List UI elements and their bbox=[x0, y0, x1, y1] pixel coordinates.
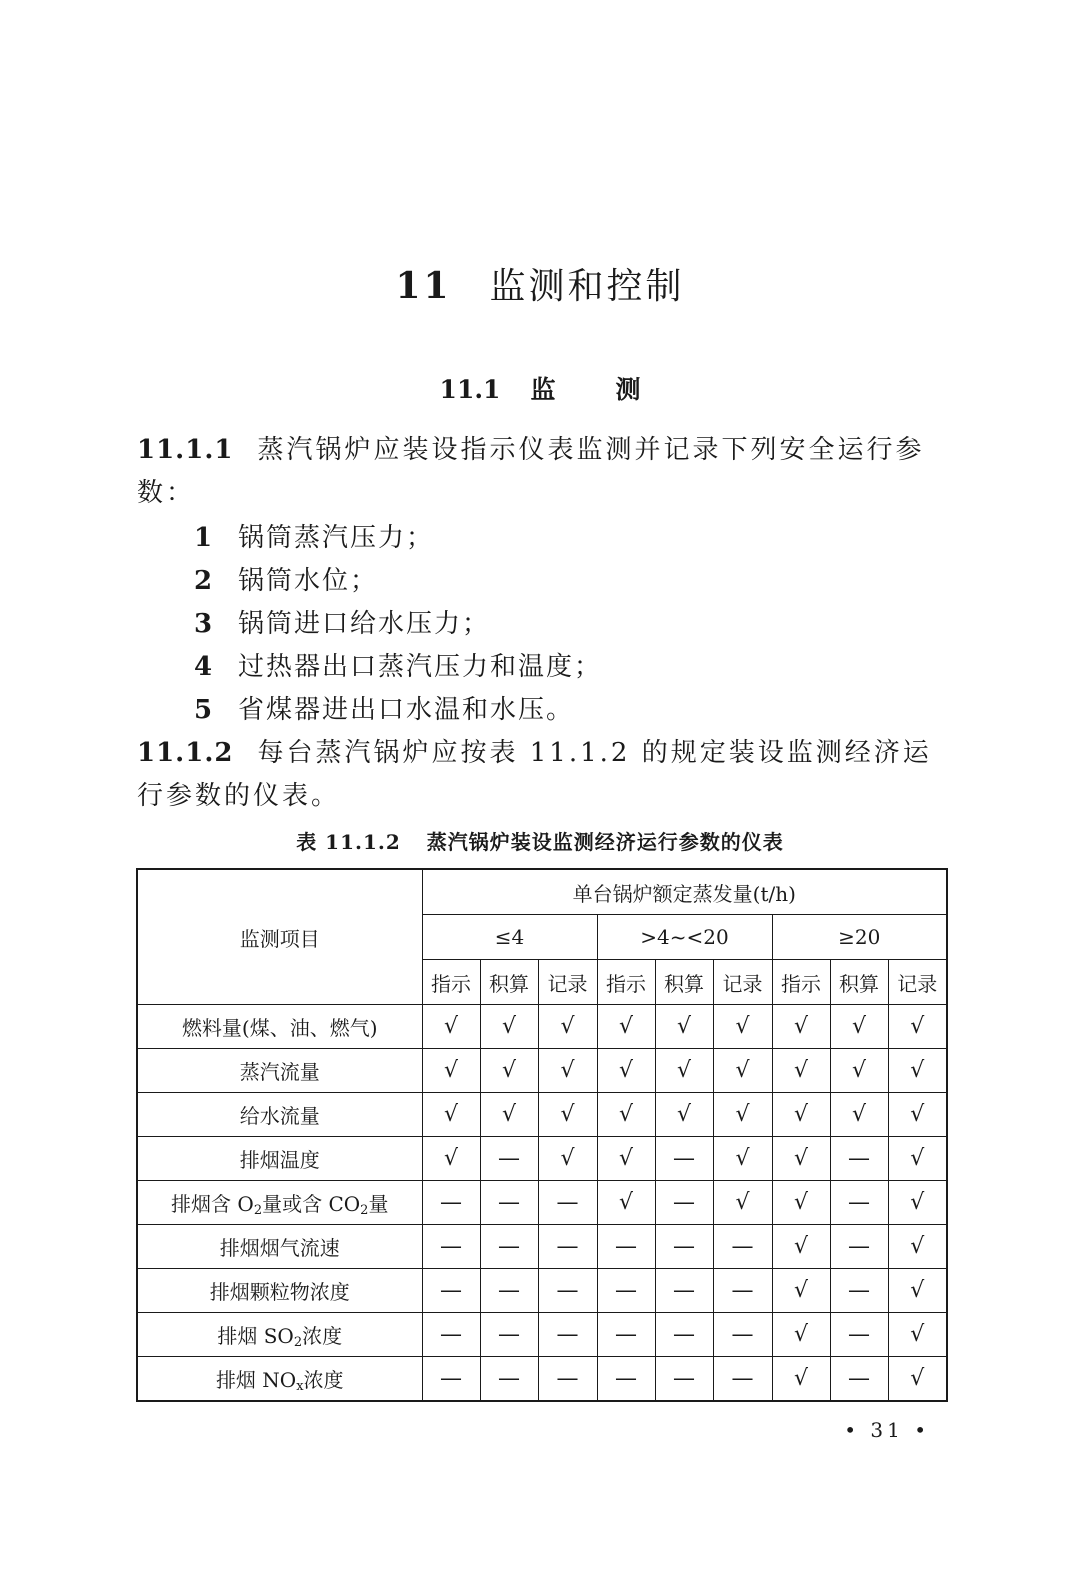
check-mark-cell: √ bbox=[422, 1137, 480, 1181]
monitoring-item-cell: 排烟烟气流速 bbox=[137, 1225, 422, 1269]
check-mark-cell: √ bbox=[772, 1269, 830, 1313]
monitoring-item-cell bbox=[137, 1181, 422, 1225]
sub-header-cell: 记录 bbox=[888, 960, 947, 1005]
check-mark-cell: √ bbox=[772, 1225, 830, 1269]
dash-cell: — bbox=[655, 1357, 713, 1402]
dash-cell: — bbox=[480, 1313, 538, 1357]
item-name-part: 2 bbox=[293, 1334, 303, 1350]
check-mark-cell: √ bbox=[713, 1005, 772, 1049]
check-mark-cell: √ bbox=[772, 1137, 830, 1181]
sub-header-cell: 积算 bbox=[830, 960, 888, 1005]
range-header-cell: >4~<20 bbox=[597, 915, 772, 960]
list-item bbox=[194, 517, 434, 560]
dash-cell: — bbox=[422, 1357, 480, 1402]
item-name-part: 排烟含 O bbox=[171, 1191, 254, 1216]
chapter-number: 11 bbox=[395, 265, 452, 307]
item-number: 3 bbox=[194, 609, 215, 639]
item-name-part: 浓度 bbox=[302, 1323, 343, 1348]
section-number: 11.1 bbox=[439, 375, 501, 404]
table-caption bbox=[0, 826, 1080, 855]
dash-cell: — bbox=[538, 1313, 597, 1357]
dash-cell: — bbox=[597, 1225, 655, 1269]
check-mark-cell: √ bbox=[888, 1357, 947, 1402]
dash-cell: — bbox=[713, 1313, 772, 1357]
clause-text: 每台蒸汽锅炉应按表 11.1.2 的规定装设监测经济运行参数的仪表。 bbox=[137, 738, 932, 811]
chapter-title: 监测和控制 bbox=[489, 266, 685, 307]
check-mark-cell: √ bbox=[888, 1093, 947, 1137]
dash-cell: — bbox=[655, 1137, 713, 1181]
check-mark-cell: √ bbox=[422, 1049, 480, 1093]
dash-cell: — bbox=[480, 1269, 538, 1313]
item-name-part: 排烟 SO bbox=[217, 1323, 294, 1348]
range-header-cell: ≥20 bbox=[772, 915, 947, 960]
table-row bbox=[137, 1181, 947, 1225]
dash-cell: — bbox=[713, 1357, 772, 1402]
dash-cell: — bbox=[830, 1269, 888, 1313]
check-mark-cell: √ bbox=[713, 1093, 772, 1137]
check-mark-cell: √ bbox=[830, 1005, 888, 1049]
dash-cell: — bbox=[655, 1313, 713, 1357]
item-text: 锅筒水位； bbox=[238, 566, 379, 596]
check-mark-cell: √ bbox=[772, 1357, 830, 1402]
dash-cell: — bbox=[713, 1269, 772, 1313]
sub-header-cell: 指示 bbox=[597, 960, 655, 1005]
dash-cell: — bbox=[655, 1181, 713, 1225]
check-mark-cell: √ bbox=[422, 1093, 480, 1137]
item-number: 1 bbox=[194, 523, 215, 553]
item-name-part: 2 bbox=[360, 1202, 369, 1218]
check-mark-cell: √ bbox=[772, 1049, 830, 1093]
dash-cell: — bbox=[830, 1137, 888, 1181]
sub-header-cell: 指示 bbox=[772, 960, 830, 1005]
monitoring-item-cell: 给水流量 bbox=[137, 1093, 422, 1137]
sub-header-cell: 积算 bbox=[480, 960, 538, 1005]
check-mark-cell: √ bbox=[655, 1093, 713, 1137]
dash-cell: — bbox=[538, 1269, 597, 1313]
check-mark-cell: √ bbox=[538, 1049, 597, 1093]
table-caption-number: 表 11.1.2 bbox=[296, 830, 401, 854]
table-row bbox=[137, 1093, 947, 1137]
check-mark-cell: √ bbox=[830, 1049, 888, 1093]
sub-header-cell: 记录 bbox=[713, 960, 772, 1005]
check-mark-cell: √ bbox=[772, 1005, 830, 1049]
check-mark-cell: √ bbox=[888, 1137, 947, 1181]
dash-cell: — bbox=[422, 1181, 480, 1225]
dash-cell: — bbox=[480, 1225, 538, 1269]
dash-cell: — bbox=[480, 1181, 538, 1225]
instrument-table bbox=[136, 868, 948, 1402]
dash-cell: — bbox=[422, 1269, 480, 1313]
page-number: • 31 • bbox=[844, 1418, 930, 1442]
item-name-part: 2 bbox=[253, 1202, 263, 1218]
check-mark-cell: √ bbox=[597, 1005, 655, 1049]
check-mark-cell: √ bbox=[655, 1005, 713, 1049]
item-name-part: x bbox=[296, 1378, 304, 1394]
table-row bbox=[137, 1313, 947, 1357]
range-header-cell: ≤4 bbox=[422, 915, 597, 960]
table-row bbox=[137, 1005, 947, 1049]
check-mark-cell: √ bbox=[713, 1181, 772, 1225]
check-mark-cell: √ bbox=[655, 1049, 713, 1093]
monitoring-item-cell bbox=[137, 1313, 422, 1357]
check-mark-cell: √ bbox=[713, 1049, 772, 1093]
dash-cell: — bbox=[422, 1313, 480, 1357]
section-heading bbox=[0, 370, 1080, 406]
check-mark-cell: √ bbox=[830, 1093, 888, 1137]
sub-header-cell: 记录 bbox=[538, 960, 597, 1005]
check-mark-cell: √ bbox=[538, 1093, 597, 1137]
item-name-part: 量 bbox=[368, 1191, 389, 1216]
dash-cell: — bbox=[597, 1313, 655, 1357]
dash-cell: — bbox=[538, 1357, 597, 1402]
dash-cell: — bbox=[830, 1181, 888, 1225]
dash-cell: — bbox=[655, 1225, 713, 1269]
monitoring-item-cell: 燃料量(煤、油、燃气) bbox=[137, 1005, 422, 1049]
row-header-cell: 监测项目 bbox=[137, 869, 422, 1005]
check-mark-cell: √ bbox=[597, 1049, 655, 1093]
item-text: 省煤器进出口水温和水压。 bbox=[238, 695, 575, 725]
dash-cell: — bbox=[538, 1225, 597, 1269]
clause-11-1-1 bbox=[137, 429, 947, 515]
clause-11-1-2 bbox=[137, 732, 947, 818]
table-row bbox=[137, 1357, 947, 1402]
item-text: 锅筒进口给水压力； bbox=[238, 609, 491, 639]
dash-cell: — bbox=[597, 1357, 655, 1402]
table-row bbox=[137, 1137, 947, 1181]
item-number: 4 bbox=[194, 652, 215, 682]
dash-cell: — bbox=[480, 1357, 538, 1402]
clause-number: 11.1.2 bbox=[137, 738, 234, 768]
chapter-heading bbox=[0, 258, 1080, 309]
check-mark-cell: √ bbox=[772, 1181, 830, 1225]
sub-header-cell: 指示 bbox=[422, 960, 480, 1005]
list-item bbox=[194, 646, 602, 689]
check-mark-cell: √ bbox=[480, 1093, 538, 1137]
list-item bbox=[194, 689, 574, 732]
check-mark-cell: √ bbox=[888, 1313, 947, 1357]
table-row bbox=[137, 1269, 947, 1313]
monitoring-item-cell: 蒸汽流量 bbox=[137, 1049, 422, 1093]
dash-cell: — bbox=[597, 1269, 655, 1313]
check-mark-cell: √ bbox=[888, 1005, 947, 1049]
monitoring-item-cell: 排烟温度 bbox=[137, 1137, 422, 1181]
check-mark-cell: √ bbox=[888, 1181, 947, 1225]
table-row bbox=[137, 1049, 947, 1093]
check-mark-cell: √ bbox=[538, 1005, 597, 1049]
check-mark-cell: √ bbox=[888, 1269, 947, 1313]
dash-cell: — bbox=[422, 1225, 480, 1269]
item-name-part: 量或含 CO bbox=[262, 1191, 361, 1216]
check-mark-cell: √ bbox=[772, 1093, 830, 1137]
clause-text: 蒸汽锅炉应装设指示仪表监测并记录下列安全运行参数： bbox=[137, 435, 925, 508]
dash-cell: — bbox=[480, 1137, 538, 1181]
check-mark-cell: √ bbox=[597, 1181, 655, 1225]
item-name-part: 浓度 bbox=[303, 1367, 344, 1392]
check-mark-cell: √ bbox=[888, 1225, 947, 1269]
monitoring-item-cell: 排烟颗粒物浓度 bbox=[137, 1269, 422, 1313]
check-mark-cell: √ bbox=[538, 1137, 597, 1181]
dash-cell: — bbox=[713, 1225, 772, 1269]
section-title: 监测 bbox=[530, 375, 701, 404]
dash-cell: — bbox=[830, 1225, 888, 1269]
item-text: 锅筒蒸汽压力； bbox=[238, 523, 435, 553]
check-mark-cell: √ bbox=[480, 1049, 538, 1093]
dash-cell: — bbox=[655, 1269, 713, 1313]
check-mark-cell: √ bbox=[422, 1005, 480, 1049]
table-row bbox=[137, 1225, 947, 1269]
group-header-cell: 单台锅炉额定蒸发量(t/h) bbox=[422, 869, 947, 915]
check-mark-cell: √ bbox=[713, 1137, 772, 1181]
clause-number: 11.1.1 bbox=[137, 435, 234, 465]
dash-cell: — bbox=[830, 1357, 888, 1402]
list-item bbox=[194, 560, 378, 603]
check-mark-cell: √ bbox=[772, 1313, 830, 1357]
item-name-part: 排烟 NO bbox=[215, 1367, 297, 1392]
item-number: 5 bbox=[194, 695, 215, 725]
sub-header-cell: 积算 bbox=[655, 960, 713, 1005]
item-text: 过热器出口蒸汽压力和温度； bbox=[238, 652, 603, 682]
dash-cell: — bbox=[538, 1181, 597, 1225]
check-mark-cell: √ bbox=[888, 1049, 947, 1093]
table-body bbox=[137, 1005, 947, 1402]
list-item bbox=[194, 603, 490, 646]
check-mark-cell: √ bbox=[597, 1137, 655, 1181]
check-mark-cell: √ bbox=[597, 1093, 655, 1137]
check-mark-cell: √ bbox=[480, 1005, 538, 1049]
monitoring-item-cell bbox=[137, 1357, 422, 1402]
dash-cell: — bbox=[830, 1313, 888, 1357]
table-caption-title: 蒸汽锅炉装设监测经济运行参数的仪表 bbox=[426, 830, 784, 854]
item-number: 2 bbox=[194, 566, 215, 596]
